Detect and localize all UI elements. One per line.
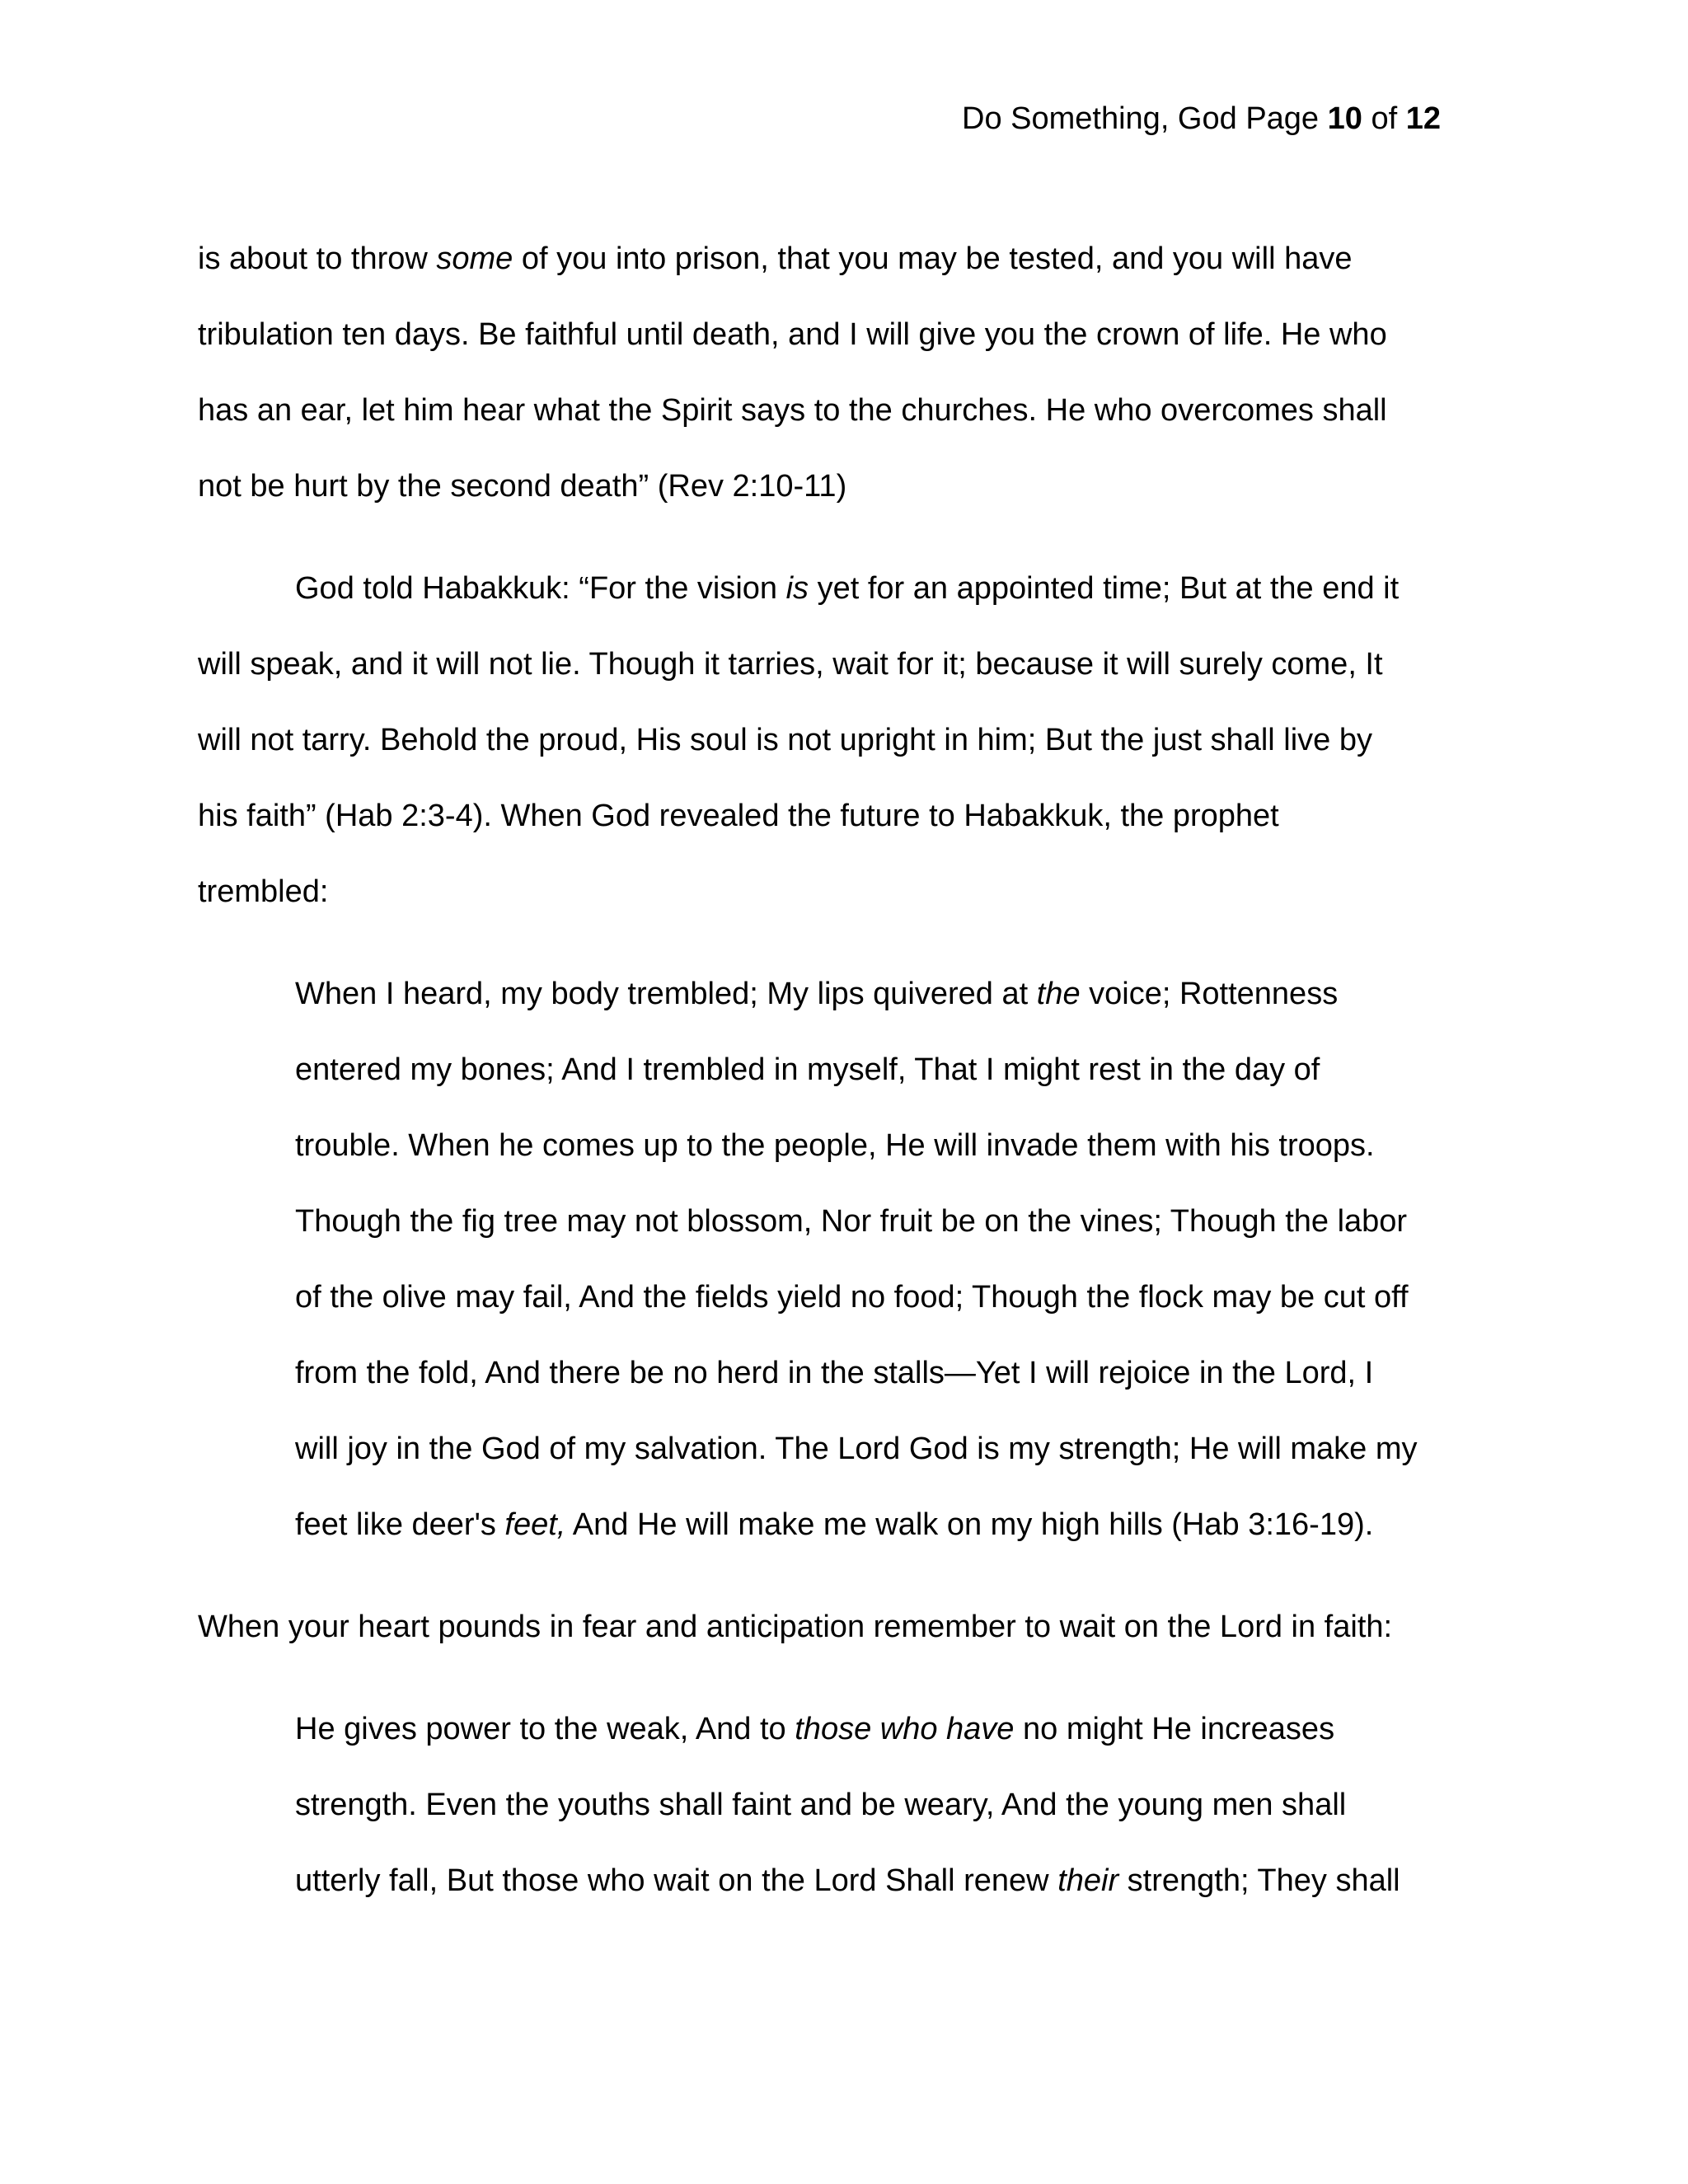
quote-line-2: entered my bones; And I trembled in myself, That I might rest in the day of — [295, 1052, 1320, 1087]
quote-line-7: will joy in the God of my salvation. The Lord God is my strength; He will make my — [295, 1432, 1418, 1466]
body-line-6: will speak, and it will not lie. Though it tarries, wait for it; because it will surely come, It — [198, 647, 1383, 682]
header-page-total: 12 — [1405, 101, 1441, 136]
quote2-line-3: utterly fall, But those who wait on the Lord Shall renew their strength; They shall — [295, 1863, 1400, 1898]
body-line-3: has an ear, let him hear what the Spirit says to the churches. He who overcomes shall — [198, 393, 1387, 428]
header-title: Do Something, God Page — [962, 101, 1328, 136]
page-header — [962, 99, 1441, 138]
body-line-8: his faith” (Hab 2:3-4). When God revealed the future to Habakkuk, the prophet — [198, 799, 1279, 833]
quote2-line-1: He gives power to the weak, And to those who have no might He increases — [295, 1712, 1335, 1746]
body-line-9: trembled: — [198, 874, 329, 909]
body-line-1: is about to throw some of you into prison, that you may be tested, and you will have — [198, 241, 1353, 276]
header-of: of — [1362, 101, 1406, 136]
body-line-2: tribulation ten days. Be faithful until death, and I will give you the crown of life. He who — [198, 317, 1387, 352]
quote2-line-2: strength. Even the youths shall faint and be weary, And the young men shall — [295, 1788, 1347, 1822]
body-line-4: not be hurt by the second death” (Rev 2:10-11) — [198, 469, 847, 504]
quote-line-6: from the fold, And there be no herd in the stalls—Yet I will rejoice in the Lord, I — [295, 1356, 1374, 1390]
body-line-5: God told Habakkuk: “For the vision is yet for an appointed time; But at the end it — [295, 571, 1400, 606]
quote-line-8: feet like deer's feet, And He will make me walk on my high hills (Hab 3:16-19). — [295, 1507, 1374, 1542]
quote-line-1: When I heard, my body trembled; My lips quivered at the voice; Rottenness — [295, 977, 1339, 1011]
header-page-current: 10 — [1327, 101, 1362, 136]
quote-line-5: of the olive may fail, And the fields yield no food; Though the flock may be cut off — [295, 1280, 1409, 1315]
body-line-10: When your heart pounds in fear and anticipation remember to wait on the Lord in faith: — [198, 1610, 1393, 1644]
body-line-7: will not tarry. Behold the proud, His soul is not upright in him; But the just shall live by — [198, 723, 1372, 757]
quote-line-3: trouble. When he comes up to the people, He will invade them with his troops. — [295, 1128, 1375, 1163]
quote-line-4: Though the fig tree may not blossom, Nor fruit be on the vines; Though the labor — [295, 1204, 1408, 1239]
